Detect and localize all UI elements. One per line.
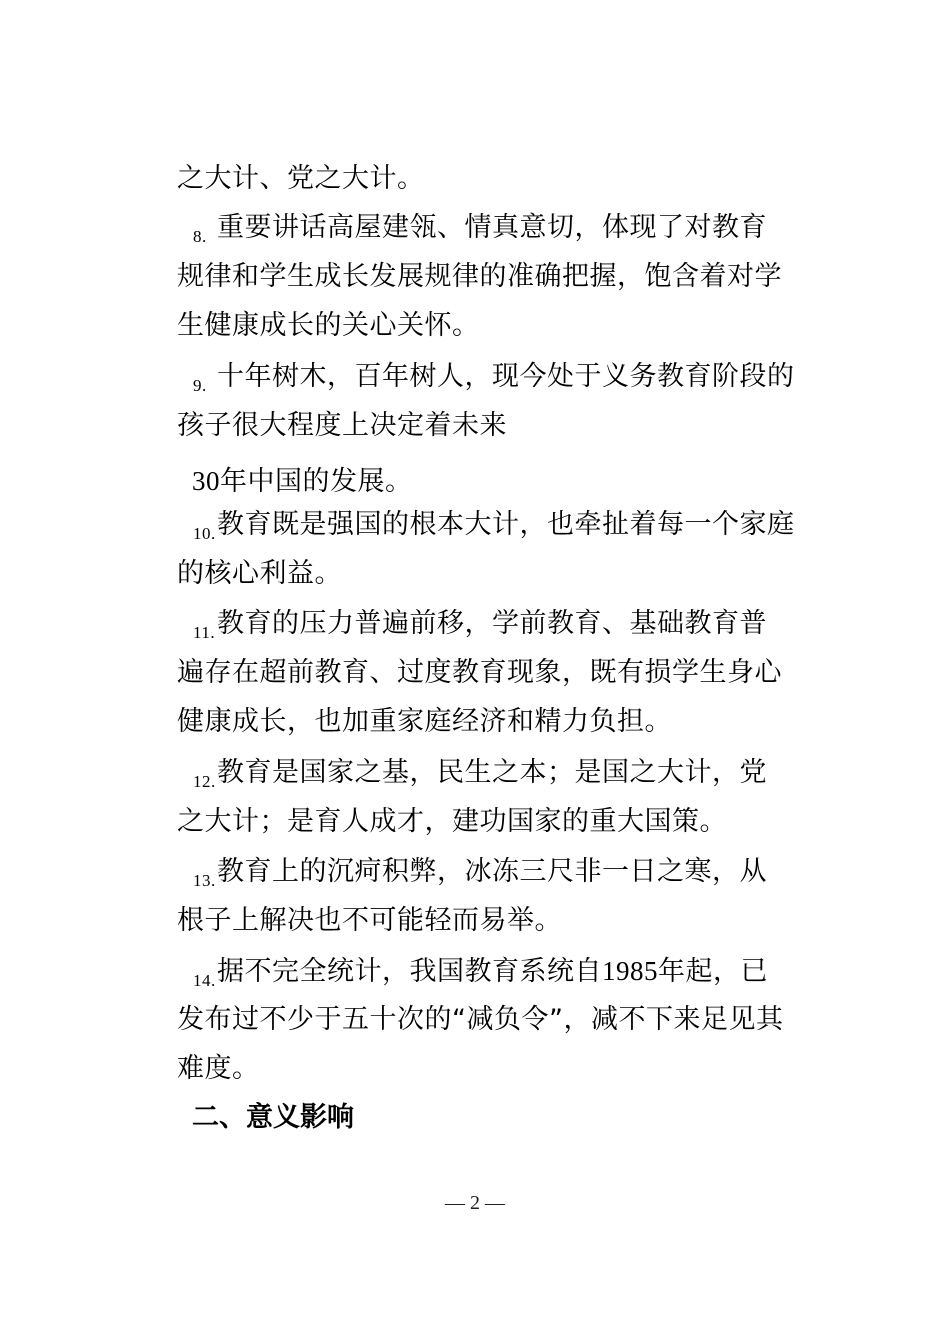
text-line: 难度。 <box>177 1053 260 1084</box>
paragraph-13-line-2 <box>177 901 562 941</box>
paragraph-9-line-1 <box>177 357 795 406</box>
page-number: — 2 — <box>445 1192 505 1214</box>
text-line: 根子上解决也不可能轻而易举。 <box>177 905 562 936</box>
text-line: 重要讲话高屋建瓴、情真意切，体现了对教育 <box>217 212 767 243</box>
paragraph-11-line-3 <box>177 702 672 742</box>
text-line: 生健康成长的关心关怀。 <box>177 310 480 341</box>
text-line: 健康成长，也加重家庭经济和精力负担。 <box>177 706 672 737</box>
paragraph-14-line-2 <box>177 1000 783 1040</box>
text-line: 规律和学生成长发展规律的准确把握，饱含着对学 <box>177 261 782 292</box>
text-line: 十年树木，百年树人，现今处于义务教育阶段的 <box>217 361 795 392</box>
text-line: 遍存在超前教育、过度教育现象，既有损学生身心 <box>177 657 782 688</box>
item-number: 13. <box>193 871 216 890</box>
number-text: 30 <box>192 466 220 496</box>
text-line: 据不完全统计，我国教育系统自 <box>217 956 602 987</box>
text-line: 教育上的沉疴积弊，冰冻三尺非一日之寒，从 <box>217 856 767 887</box>
paragraph-11-line-2 <box>177 653 782 693</box>
item-number: 9. <box>193 376 207 395</box>
number-text: 1985 <box>602 956 658 986</box>
text-line: 年中国的发展。 <box>220 466 413 497</box>
paragraph-11-line-1 <box>177 604 767 653</box>
section-heading: 二、意义影响 <box>192 1102 354 1133</box>
paragraph-8-line-2 <box>177 257 782 297</box>
paragraph-8-line-1 <box>177 208 767 257</box>
text-line: 教育既是强国的根本大计，也牵扯着每一个家庭 <box>217 509 795 540</box>
paragraph-9-line-3 <box>192 461 413 502</box>
paragraph-12-line-2 <box>177 802 727 842</box>
item-number: 11. <box>193 623 216 642</box>
text-line: 发布过不少于五十次的“减负令”，减不下来足见其 <box>177 1004 784 1035</box>
item-number: 12. <box>193 772 216 791</box>
text-line: 之大计；是育人成才，建功国家的重大国策。 <box>177 806 727 837</box>
text-line: 的核心利益。 <box>177 558 342 589</box>
paragraph-10-line-2 <box>177 554 342 594</box>
text-line: 教育的压力普遍前移，学前教育、基础教育普 <box>217 608 767 639</box>
text-line: 教育是国家之基，民生之本；是国之大计，党 <box>217 757 767 788</box>
paragraph-10-line-1 <box>177 505 795 554</box>
paragraph-9-line-2 <box>177 406 507 446</box>
paragraph-8-line-3 <box>177 306 480 346</box>
item-number: 8. <box>193 227 207 246</box>
text-line: 孩子很大程度上决定着未来 <box>177 410 507 441</box>
item-number: 10. <box>193 524 216 543</box>
paragraph-14-line-1 <box>177 951 768 1001</box>
text-line: 年起，已 <box>658 956 768 987</box>
paragraph-12-line-1 <box>177 753 767 802</box>
paragraph-13-line-1 <box>177 852 767 901</box>
paragraph-14-line-3 <box>177 1049 260 1089</box>
text-line: 之大计、党之大计。 <box>177 163 425 194</box>
item-number: 14. <box>193 971 216 990</box>
paragraph-7-tail <box>177 159 425 199</box>
